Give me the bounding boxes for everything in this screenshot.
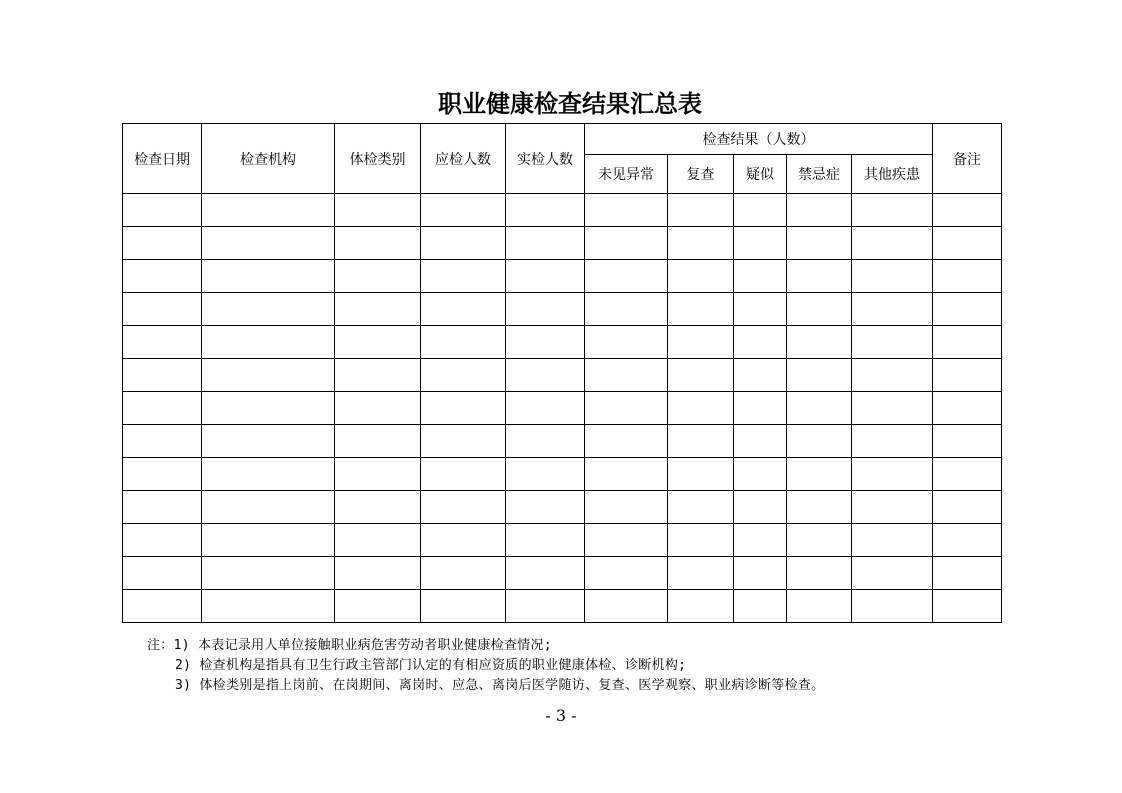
table-cell[interactable] — [202, 326, 335, 359]
footnote-3: 3) 体检类别是指上岗前、在岗期间、离岗时、应急、离岗后医学随访、复查、医学观察、职业病诊断等检查。 — [175, 678, 825, 693]
table-row — [123, 194, 1002, 227]
table-cell[interactable] — [585, 491, 668, 524]
table-cell[interactable] — [852, 227, 933, 260]
table-cell[interactable] — [933, 392, 1002, 425]
table-cell[interactable] — [202, 491, 335, 524]
table-cell[interactable] — [202, 425, 335, 458]
table-cell[interactable] — [421, 557, 506, 590]
table-cell[interactable] — [668, 557, 734, 590]
table-cell[interactable] — [734, 293, 787, 326]
table-cell[interactable] — [585, 590, 668, 623]
table-cell[interactable] — [202, 359, 335, 392]
table-row — [123, 392, 1002, 425]
table-cell[interactable] — [852, 491, 933, 524]
table-cell[interactable] — [585, 194, 668, 227]
table-cell[interactable] — [335, 458, 421, 491]
footnotes — [147, 636, 824, 696]
table-cell[interactable] — [668, 293, 734, 326]
table-row — [123, 326, 1002, 359]
table-row — [123, 227, 1002, 260]
table-cell[interactable] — [506, 194, 585, 227]
table-cell[interactable] — [421, 227, 506, 260]
table-cell[interactable] — [852, 326, 933, 359]
table-cell[interactable] — [933, 260, 1002, 293]
table-cell[interactable] — [933, 524, 1002, 557]
table-cell[interactable] — [787, 557, 852, 590]
table-cell[interactable] — [734, 524, 787, 557]
table-cell[interactable] — [668, 260, 734, 293]
table-cell[interactable] — [421, 491, 506, 524]
table-cell[interactable] — [933, 590, 1002, 623]
table-cell[interactable] — [933, 491, 1002, 524]
table-cell[interactable] — [668, 326, 734, 359]
table-cell[interactable] — [668, 194, 734, 227]
table-cell[interactable] — [787, 425, 852, 458]
table-cell[interactable] — [506, 524, 585, 557]
table-cell[interactable] — [852, 524, 933, 557]
table-cell[interactable] — [421, 590, 506, 623]
table-cell[interactable] — [506, 260, 585, 293]
table-cell[interactable] — [585, 392, 668, 425]
header-actual-count: 实检人数 — [506, 124, 585, 194]
header-expected-count: 应检人数 — [421, 124, 506, 194]
table-title: 职业健康检查结果汇总表 — [438, 89, 702, 118]
table-row — [123, 491, 1002, 524]
table-cell[interactable] — [506, 392, 585, 425]
table-cell[interactable] — [933, 557, 1002, 590]
table-cell[interactable] — [335, 491, 421, 524]
table-cell[interactable] — [585, 359, 668, 392]
table-cell[interactable] — [787, 359, 852, 392]
table-cell[interactable] — [933, 425, 1002, 458]
table-cell[interactable] — [202, 458, 335, 491]
table-cell[interactable] — [506, 359, 585, 392]
table-cell[interactable] — [123, 458, 202, 491]
table-cell[interactable] — [668, 524, 734, 557]
header-suspected: 疑似 — [734, 155, 787, 194]
header-institution: 检查机构 — [202, 124, 335, 194]
header-no-abnormality: 未见异常 — [585, 155, 668, 194]
table-cell[interactable] — [421, 260, 506, 293]
summary-table — [122, 123, 1002, 623]
table-cell[interactable] — [335, 590, 421, 623]
table-cell[interactable] — [585, 227, 668, 260]
table-row — [123, 359, 1002, 392]
table-cell[interactable] — [852, 359, 933, 392]
table-cell[interactable] — [202, 524, 335, 557]
table-cell[interactable] — [852, 590, 933, 623]
table-cell[interactable] — [668, 491, 734, 524]
table-cell[interactable] — [335, 260, 421, 293]
table-cell[interactable] — [734, 458, 787, 491]
header-check-date: 检查日期 — [123, 124, 202, 194]
table-cell[interactable] — [335, 326, 421, 359]
page-number: - 3 - — [545, 706, 577, 725]
table-cell[interactable] — [202, 392, 335, 425]
table-cell[interactable] — [852, 425, 933, 458]
table-cell[interactable] — [421, 359, 506, 392]
table-cell[interactable] — [933, 458, 1002, 491]
table-cell[interactable] — [202, 590, 335, 623]
header-contraindication: 禁忌症 — [787, 155, 852, 194]
table-cell[interactable] — [668, 359, 734, 392]
table-cell[interactable] — [335, 359, 421, 392]
table-cell[interactable] — [787, 326, 852, 359]
table-cell[interactable] — [123, 491, 202, 524]
table-cell[interactable] — [852, 260, 933, 293]
table-cell[interactable] — [787, 293, 852, 326]
table-row — [123, 293, 1002, 326]
table-cell[interactable] — [123, 557, 202, 590]
table-body — [123, 194, 1002, 623]
table-cell[interactable] — [335, 293, 421, 326]
table-cell[interactable] — [787, 590, 852, 623]
footnote-2: 2) 检查机构是指具有卫生行政主管部门认定的有相应资质的职业健康体检、诊断机构; — [175, 658, 687, 673]
footnote-1: 注：1) 本表记录用人单位接触职业病危害劳动者职业健康检查情况; — [147, 638, 552, 653]
table-cell[interactable] — [787, 194, 852, 227]
table-cell[interactable] — [585, 326, 668, 359]
table-cell[interactable] — [335, 392, 421, 425]
table-cell[interactable] — [335, 227, 421, 260]
table-cell[interactable] — [852, 557, 933, 590]
table-cell[interactable] — [421, 458, 506, 491]
table-cell[interactable] — [787, 491, 852, 524]
header-other-diseases: 其他疾患 — [852, 155, 933, 194]
table-cell[interactable] — [734, 260, 787, 293]
table-cell[interactable] — [787, 227, 852, 260]
table-cell[interactable] — [933, 227, 1002, 260]
table-cell[interactable] — [123, 293, 202, 326]
table-cell[interactable] — [506, 557, 585, 590]
header-exam-category: 体检类别 — [335, 124, 421, 194]
table-cell[interactable] — [506, 458, 585, 491]
table-cell[interactable] — [734, 491, 787, 524]
table-row — [123, 590, 1002, 623]
table-cell[interactable] — [787, 524, 852, 557]
table-cell[interactable] — [787, 458, 852, 491]
table-cell[interactable] — [202, 227, 335, 260]
table-cell[interactable] — [585, 425, 668, 458]
table-cell[interactable] — [123, 590, 202, 623]
table-cell[interactable] — [123, 524, 202, 557]
table-cell[interactable] — [787, 260, 852, 293]
table-cell[interactable] — [123, 260, 202, 293]
table-cell[interactable] — [506, 491, 585, 524]
table-cell[interactable] — [202, 194, 335, 227]
table-cell[interactable] — [852, 458, 933, 491]
table-cell[interactable] — [734, 557, 787, 590]
table-cell[interactable] — [506, 326, 585, 359]
table-cell[interactable] — [585, 557, 668, 590]
table-cell[interactable] — [202, 557, 335, 590]
table-cell[interactable] — [335, 557, 421, 590]
table-row — [123, 524, 1002, 557]
table-cell[interactable] — [734, 194, 787, 227]
table-cell[interactable] — [668, 392, 734, 425]
table-row — [123, 260, 1002, 293]
table-cell[interactable] — [506, 590, 585, 623]
table-cell[interactable] — [506, 425, 585, 458]
table-cell[interactable] — [734, 359, 787, 392]
table-cell[interactable] — [335, 524, 421, 557]
table-cell[interactable] — [335, 425, 421, 458]
table-cell[interactable] — [123, 227, 202, 260]
header-recheck: 复查 — [668, 155, 734, 194]
table-cell[interactable] — [585, 293, 668, 326]
header-remarks: 备注 — [933, 124, 1002, 194]
table-cell[interactable] — [668, 458, 734, 491]
table-cell[interactable] — [123, 326, 202, 359]
table-cell[interactable] — [202, 293, 335, 326]
table-cell[interactable] — [585, 260, 668, 293]
table-cell[interactable] — [933, 359, 1002, 392]
table-cell[interactable] — [734, 227, 787, 260]
table-cell[interactable] — [202, 260, 335, 293]
table-cell[interactable] — [933, 326, 1002, 359]
table-cell[interactable] — [933, 194, 1002, 227]
table-cell[interactable] — [123, 359, 202, 392]
table-cell[interactable] — [734, 392, 787, 425]
table-cell[interactable] — [421, 194, 506, 227]
table-cell[interactable] — [852, 194, 933, 227]
table-cell[interactable] — [734, 590, 787, 623]
table-cell[interactable] — [123, 392, 202, 425]
table-cell[interactable] — [668, 425, 734, 458]
table-cell[interactable] — [852, 392, 933, 425]
table-cell[interactable] — [421, 524, 506, 557]
table-row — [123, 458, 1002, 491]
table-cell[interactable] — [585, 524, 668, 557]
table-cell[interactable] — [787, 392, 852, 425]
table-cell[interactable] — [668, 227, 734, 260]
table-cell[interactable] — [421, 392, 506, 425]
table-cell[interactable] — [506, 227, 585, 260]
table-cell[interactable] — [668, 590, 734, 623]
table-cell[interactable] — [421, 326, 506, 359]
table-cell[interactable] — [123, 425, 202, 458]
table-cell[interactable] — [734, 326, 787, 359]
table-row — [123, 425, 1002, 458]
table-cell[interactable] — [506, 293, 585, 326]
header-results-group: 检查结果（人数） — [585, 124, 933, 155]
table-row — [123, 557, 1002, 590]
table-cell[interactable] — [852, 293, 933, 326]
table-cell[interactable] — [734, 425, 787, 458]
table-cell[interactable] — [933, 293, 1002, 326]
table-cell[interactable] — [421, 425, 506, 458]
table-cell[interactable] — [421, 293, 506, 326]
table-cell[interactable] — [123, 194, 202, 227]
table-cell[interactable] — [335, 194, 421, 227]
table-cell[interactable] — [585, 458, 668, 491]
